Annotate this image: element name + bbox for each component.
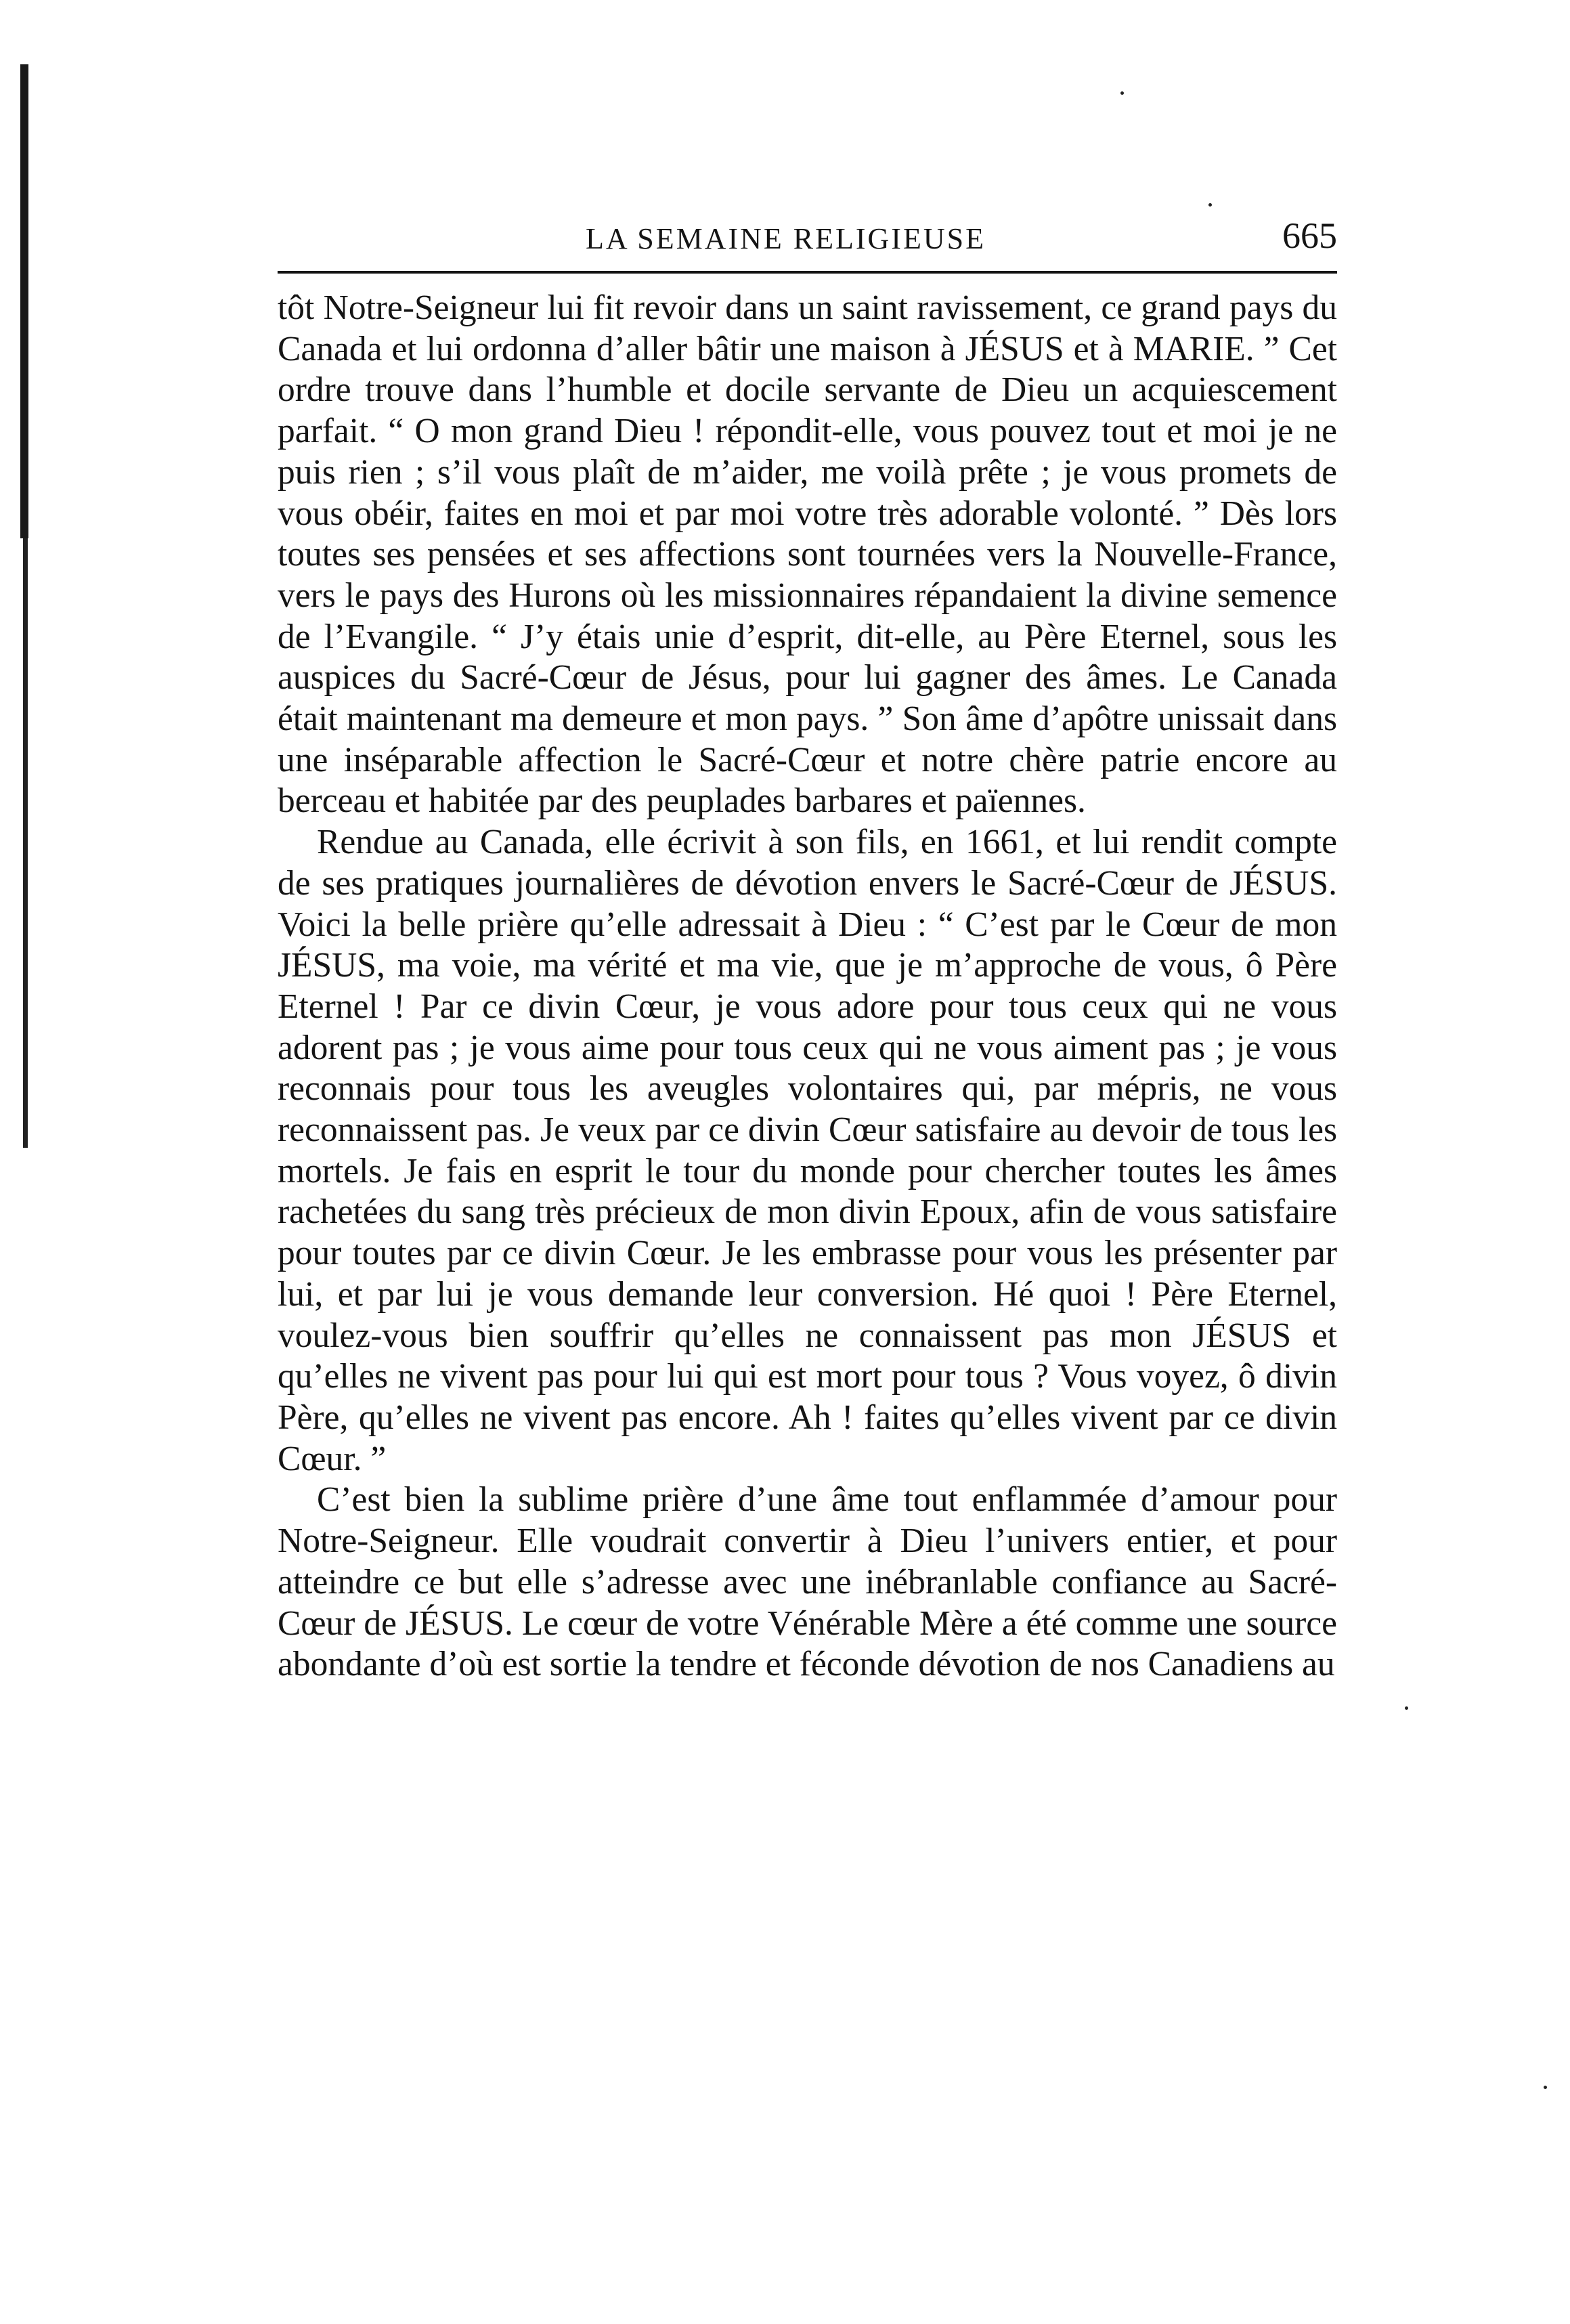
paragraph: tôt Notre-Seigneur lui fit revoir dans un saint ravissement, ce grand pays du Canada et lui ordonna d’aller bâtir une maison à JÉSUS et à MARIE. ” Cet ordre trouve dans l’humble et docile servante de Dieu un acquiescement parfait. “ O mon grand Dieu ! répondit-elle, vous pouvez tout et moi je ne puis rien ; s’il vous plaît de m’aider, me voilà prête ; je vous promets de vous obéir, faites en moi et par moi votre très adorable volonté. ” Dès lors toutes ses pensées et ses affections sont tournées vers la Nouvelle-France, vers le pays des Hurons où les missionnaires répandaient la divine semence de l’Evangile. “ J’y étais unie d’esprit, dit-elle, au Père Eternel, sous les auspices du Sacré-Cœur de Jésus, pour lui gagner des âmes. Le Canada était maintenant ma demeure et mon pays. ” Son âme d’apôtre unissait dans une inséparable affection le Sacré-Cœur et notre chère patrie encore au berceau et habitée par des peuplades barbares et païennes. xyxy=(278,288,1337,821)
paragraph: Rendue au Canada, elle écrivit à son fils, en 1661, et lui rendit compte de ses pratiques journalières de dévotion envers le Sacré-Cœur de JÉSUS. Voici la belle prière qu’elle adressait à Dieu : “ C’est par le Cœur de mon JÉSUS, ma voie, ma vérité et ma vie, que je m’approche de vous, ô Père Eternel ! Par ce divin Cœur, je vous adore pour tous ceux qui ne vous adorent pas ; je vous aime pour tous ceux qui ne vous aiment pas ; je vous reconnais pour tous les aveugles volontaires qui, par mépris, ne vous reconnaissent pas. Je veux par ce divin Cœur satisfaire au devoir de tous les mortels. Je fais en esprit le tour du monde pour chercher toutes les âmes rachetées du sang très précieux de mon divin Epoux, afin de vous satisfaire pour toutes par ce divin Cœur. Je les embrasse pour vous les présenter par lui, et par lui je vous demande leur conversion. Hé quoi ! Père Eternel, voulez-vous bien souffrir qu’elles ne connaissent pas mon JÉSUS et qu’elles ne vivent pas pour lui qui est mort pour tous ? Vous voyez, ô divin Père, qu’elles ne vivent pas encore. Ah ! faites qu’elles vivent par ce divin Cœur. ” xyxy=(278,823,1337,1478)
running-title: LA SEMAINE RELIGIEUSE xyxy=(586,222,986,255)
scan-speck xyxy=(1544,2086,1547,2089)
scan-speck xyxy=(1405,1706,1408,1710)
scan-speck xyxy=(1120,91,1124,95)
body-text xyxy=(278,288,1337,1685)
page-number: 665 xyxy=(1282,215,1337,256)
page-header xyxy=(278,207,1337,274)
paragraph: C’est bien la sublime prière d’une âme tout enflammée d’amour pour Notre-Seigneur. Elle voudrait convertir à Dieu l’univers entier, et pour atteindre ce but elle s’adresse avec une inébranlable confiance au Sacré-Cœur de JÉSUS. Le cœur de votre Vénérable Mère a été comme une source abondante d’où est sortie la tendre et féconde dévotion de nos Canadiens au xyxy=(278,1480,1337,1684)
scan-border-mark xyxy=(23,538,28,1148)
scan-border-mark xyxy=(20,64,28,538)
